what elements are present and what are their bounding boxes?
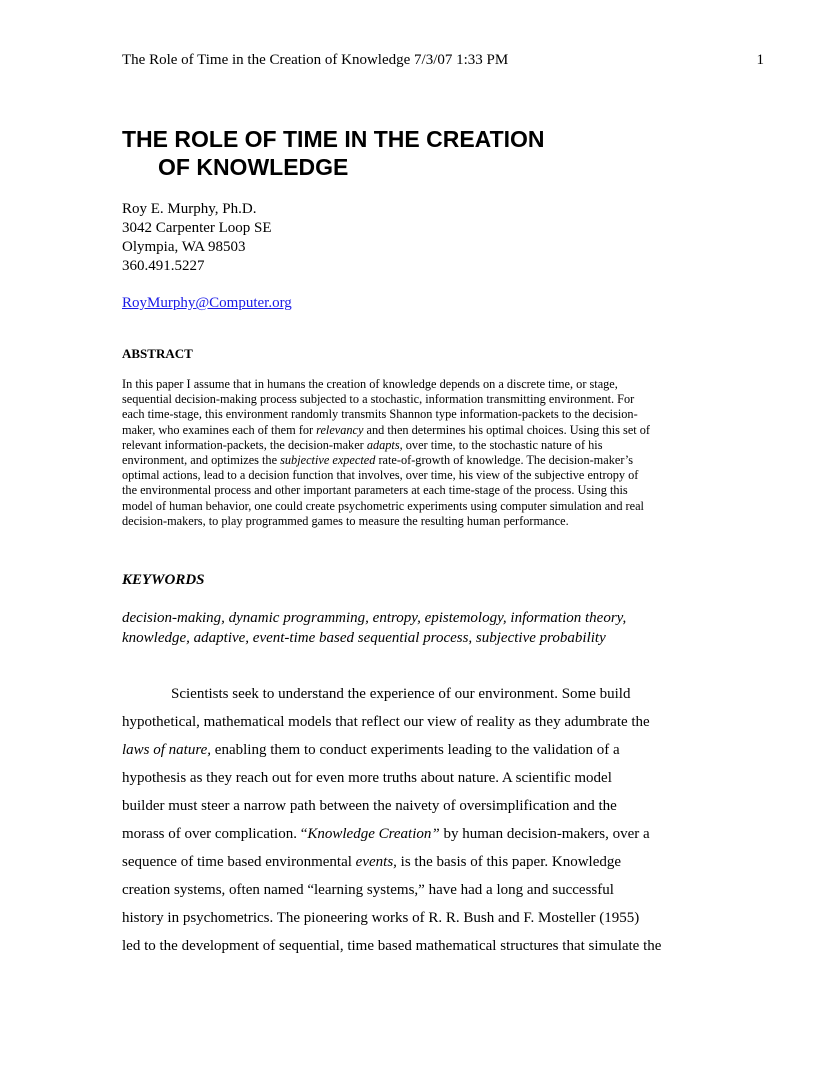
author-city: Olympia, WA 98503 [122, 239, 246, 255]
body-line: morass of over complication. “Knowledge Creation” by human decision-makers, over a [122, 826, 650, 842]
keywords-list [122, 608, 626, 648]
keywords-line-2: knowledge, adaptive, event-time based sequential process, subjective probability [122, 630, 606, 646]
body-line: led to the development of sequential, time based mathematical structures that simulate the [122, 938, 662, 954]
abstract-line: environment, and optimizes the subjective expected rate-of-growth of knowledge. The decision-maker’s [122, 453, 634, 468]
abstract-line: each time-stage, this environment randomly transmits Shannon type information-packets to the decision- [122, 407, 638, 422]
page-header [122, 50, 764, 70]
author-email-link[interactable]: RoyMurphy@Computer.org [122, 295, 292, 311]
body-line: builder must steer a narrow path between the naivety of oversimplification and the [122, 798, 617, 814]
abstract-line: model of human behavior, one could create psychometric experiments using computer simulation and real [122, 498, 644, 513]
abstract-line: decision-makers, to play programmed games to measure the resulting human performance. [122, 513, 569, 528]
title-line-1: THE ROLE OF TIME IN THE CREATION [122, 126, 545, 152]
body-line: hypothetical, mathematical models that reflect our view of reality as they adumbrate the [122, 714, 650, 730]
running-title: The Role of Time in the Creation of Knowledge 7/3/07 1:33 PM [122, 52, 509, 68]
body-line: Scientists seek to understand the experience of our environment. Some build [171, 686, 631, 702]
body-paragraph [122, 680, 722, 960]
abstract-line: relevant information-packets, the decision-maker adapts, over time, to the stochastic nature of his [122, 437, 603, 452]
author-street: 3042 Carpenter Loop SE [122, 220, 272, 236]
author-name: Roy E. Murphy, Ph.D. [122, 201, 257, 217]
abstract-line: the environmental process and other important parameters at each time-stage of the process. Using this [122, 483, 628, 498]
paper-title [122, 125, 545, 181]
abstract-line: optimal actions, lead to a decision function that involves, over time, his view of the subjective entropy of [122, 468, 639, 483]
abstract-heading: ABSTRACT [122, 346, 193, 361]
abstract-line: sequential decision-making process subjected to a stochastic, information transmitting environment. For [122, 392, 635, 407]
keywords-line-1: decision-making, dynamic programming, entropy, epistemology, information theory, [122, 610, 627, 626]
abstract-text [122, 377, 712, 529]
body-line: creation systems, often named “learning systems,” have had a long and successful [122, 882, 614, 898]
body-line: laws of nature, enabling them to conduct experiments leading to the validation of a [122, 742, 620, 758]
keywords-heading: KEYWORDS [122, 572, 205, 588]
body-line: hypothesis as they reach out for even more truths about nature. A scientific model [122, 770, 612, 786]
abstract-line: In this paper I assume that in humans the creation of knowledge depends on a discrete time, or stage, [122, 377, 618, 391]
page-number: 1 [756, 52, 764, 68]
author-phone: 360.491.5227 [122, 258, 205, 274]
body-line: sequence of time based environmental events, is the basis of this paper. Knowledge [122, 854, 622, 870]
title-line-2: OF KNOWLEDGE [158, 154, 349, 180]
author-block [122, 200, 272, 276]
body-line: history in psychometrics. The pioneering works of R. R. Bush and F. Mosteller (1955) [122, 910, 640, 926]
abstract-line: maker, who examines each of them for relevancy and then determines his optimal choices. Using this set of [122, 422, 651, 437]
